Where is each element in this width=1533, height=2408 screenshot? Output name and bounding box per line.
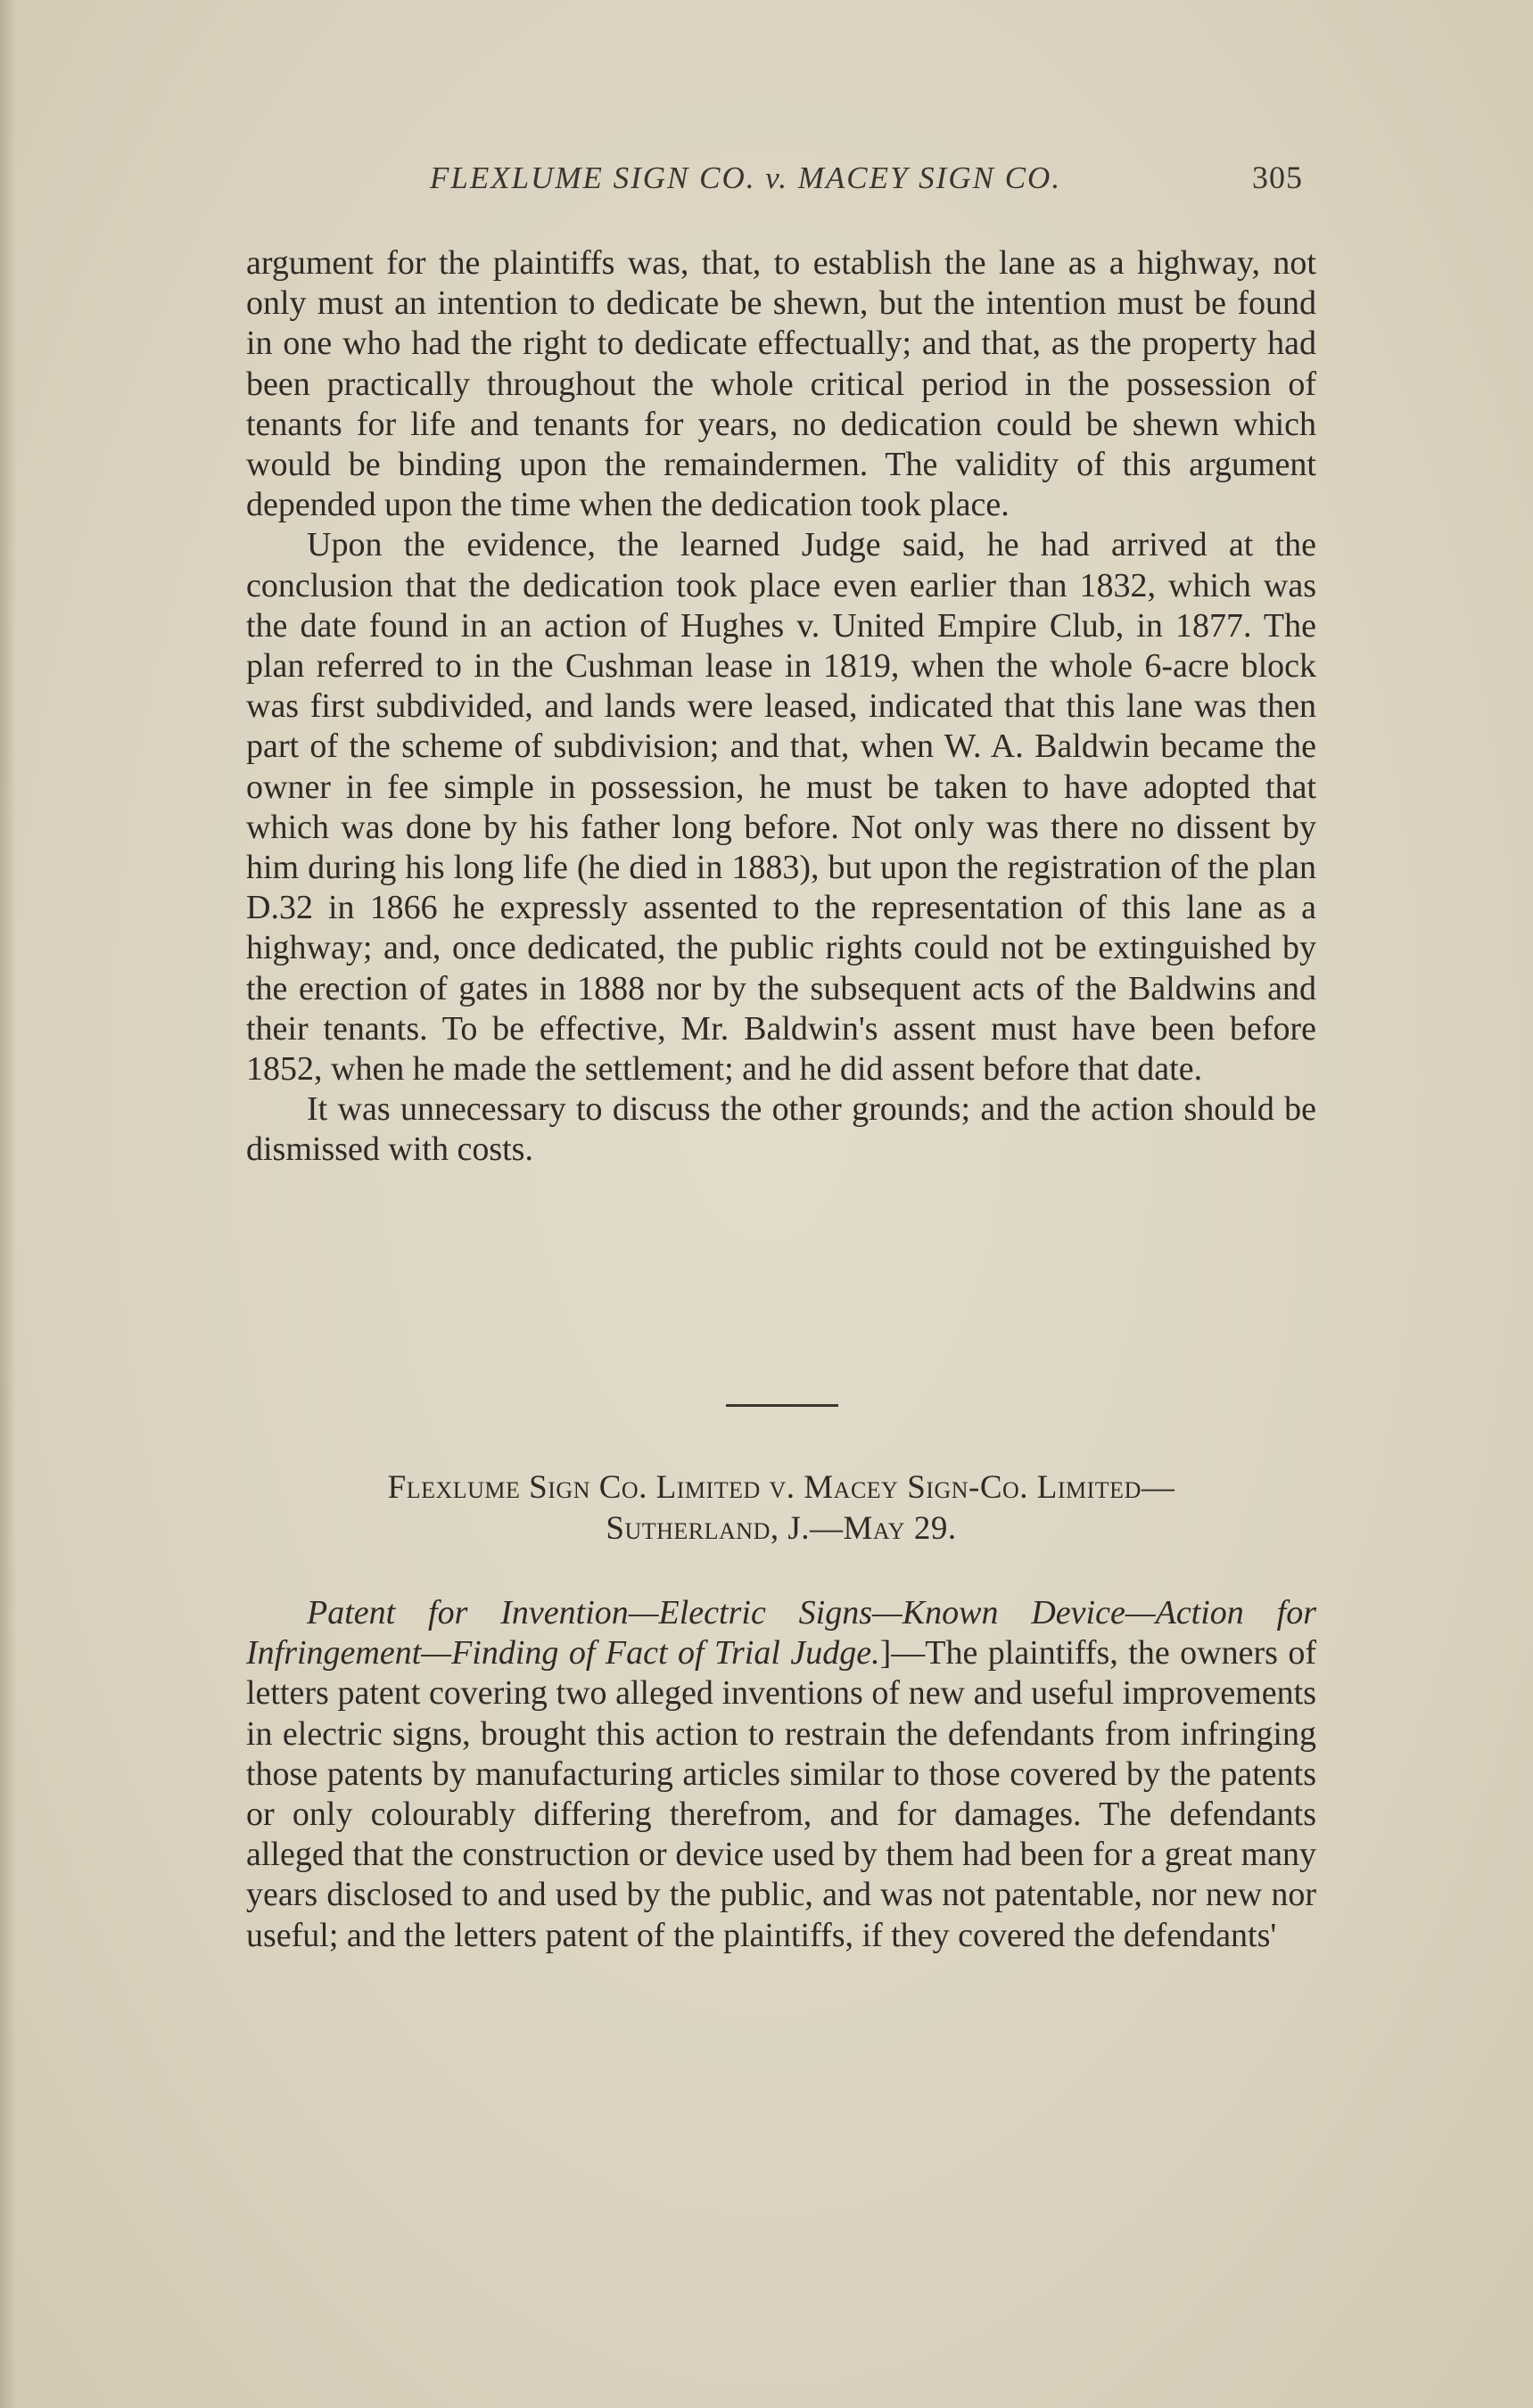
headnote bbox=[246, 1593, 1316, 1956]
headnote-catchwords: Patent for Invention—Electric Signs—Known Device—Action for Infringement—Finding of Fact of Trial Judge. bbox=[246, 1594, 1316, 1672]
section-divider bbox=[726, 1404, 838, 1407]
headnote-paragraph bbox=[246, 1593, 1316, 1956]
judgment-text bbox=[246, 243, 1316, 1171]
case-title-line: Sutherland, J.—May 29. bbox=[606, 1510, 957, 1547]
case-title bbox=[246, 1467, 1316, 1549]
paragraph: argument for the plaintiffs was, that, to establish the lane as a highway, not only must an intention to dedicate be shewn, but the intention must be found in one who had the right to dedicate effectually; and that, as the property had been practically throughout the whole critical period in the possession of tenants for life and tenants for years, no dedication could be shewn which would be binding upon the remaindermen. The validity of this argument depended upon the time when the dedication took place. bbox=[246, 244, 1316, 524]
paragraph: It was unnecessary to discuss the other grounds; and the action should be dismissed with costs. bbox=[246, 1090, 1316, 1169]
page-header bbox=[246, 159, 1316, 212]
page-number: 305 bbox=[1252, 160, 1303, 195]
paragraph: Upon the evidence, the learned Judge said, he had arrived at the conclusion that the dedication took place even earlier than 1832, which was the date found in an action of Hughes v. United Empire Club, in 1877. The plan referred to in the Cushman lease in 1819, when the whole 6-acre block was first subdivided, and lands were leased, indicated that this lane was then part of the scheme of subdivision; and that, when W. A. Baldwin became the owner in fee simple in possession, he must be taken to have adopted that which was done by his father long before. Not only was there no dissent by him during his long life (he died in 1883), but upon the registration of the plan D.32 in 1866 he expressly assented to the representation of this lane as a highway; and, once dedicated, the public rights could not be extinguished by the erection of gates in 1888 nor by the subsequent acts of the Baldwins and their tenants. To be effective, Mr. Baldwin's assent must have been before 1852, when he made the settlement; and he did assent before that date. bbox=[246, 526, 1316, 1089]
running-title: FLEXLUME SIGN CO. v. MACEY SIGN CO. bbox=[430, 160, 1062, 195]
page-edge-shadow bbox=[0, 0, 16, 2408]
case-title-line: Flexlume Sign Co. Limited v. Macey Sign-Co. Limited— bbox=[387, 1469, 1175, 1506]
headnote-text: ]—The plaintiffs, the owners of letters patent covering two alleged inventions of new and useful improvements in electric signs, brought this action to restrain the defendants from infringing those patents by manufacturing articles similar to those covered by the patents or only colourably differing therefrom, and for damages. The defendants alleged that the construction or device used by them had been for a great many years disclosed to and used by the public, and was not patentable, nor new nor useful; and the letters patent of the plaintiffs, if they covered the defendants' bbox=[246, 1634, 1316, 1954]
